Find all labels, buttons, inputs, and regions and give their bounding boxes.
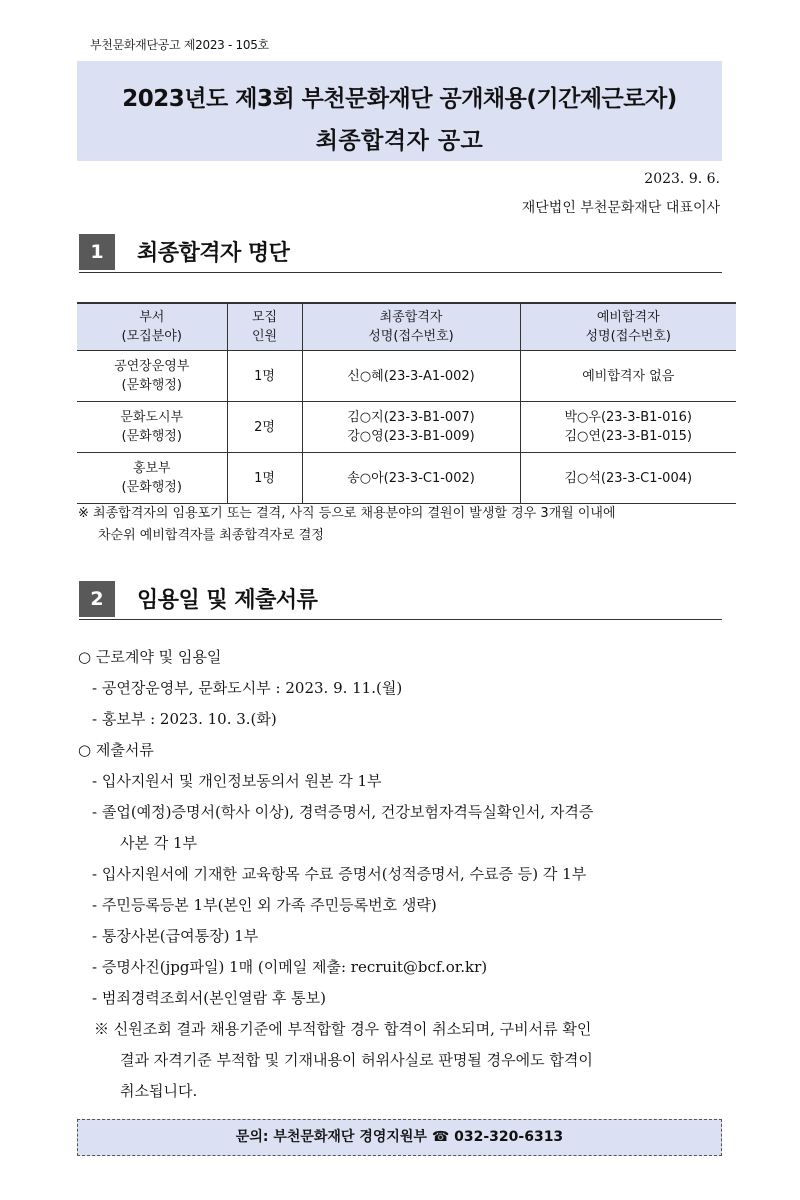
list-item: - 입사지원서 및 개인정보동의서 원본 각 1부	[92, 772, 382, 790]
list-item: - 공연장운영부, 문화도시부 : 2023. 9. 11.(월)	[92, 679, 403, 697]
final-candidate-cell: 신○혜(23-3-A1-002)	[302, 351, 520, 402]
announcement-date: 2023. 9. 6.	[644, 171, 720, 187]
list-item: - 범죄경력조회서(본인열람 후 통보)	[92, 989, 326, 1007]
note-line-2: 차순위 예비합격자를 최종합격자로 결정	[98, 528, 324, 543]
header-reserve-candidate: 예비합격자 성명(접수번호)	[520, 303, 736, 351]
list-item: - 주민등록등본 1부(본인 외 가족 주민등록번호 생략)	[92, 896, 437, 914]
section-number-badge: 1	[79, 234, 115, 270]
department-cell: 공연장운영부 (문화행정)	[77, 351, 227, 402]
contact-box: 문의: 부천문화재단 경영지원부 ☎ 032-320-6313	[77, 1119, 722, 1156]
table-row	[77, 453, 736, 504]
header-headcount: 모집 인원	[227, 303, 302, 351]
issuer: 재단법인 부천문화재단 대표이사	[521, 200, 720, 216]
section-2-body	[78, 642, 738, 1107]
header-final-candidate: 최종합격자 성명(접수번호)	[302, 303, 520, 351]
section-1-header	[79, 234, 722, 273]
headcount-cell: 1명	[227, 453, 302, 504]
list-item: - 통장사본(급여통장) 1부	[92, 927, 259, 945]
header-department: 부서 (모집분야)	[77, 303, 227, 351]
bullet-heading: ○ 제출서류	[78, 741, 154, 759]
notice-number: 부천문화재단공고 제2023 - 105호	[90, 38, 269, 52]
list-item: - 증명사진(jpg파일) 1매 (이메일 제출: recruit@bcf.or.kr)	[92, 958, 488, 976]
section-title: 최종합격자 명단	[137, 241, 290, 266]
reserve-candidate-cell: 예비합격자 없음	[520, 351, 736, 402]
section-2-header	[79, 581, 722, 620]
headcount-cell: 2명	[227, 402, 302, 453]
department-cell: 문화도시부 (문화행정)	[77, 402, 227, 453]
final-candidates-table	[77, 302, 736, 504]
final-candidate-cell: 송○아(23-3-C1-002)	[302, 453, 520, 504]
list-item-continuation: 사본 각 1부	[120, 834, 198, 852]
section-number-badge: 2	[79, 581, 115, 617]
table-header-row	[77, 303, 736, 351]
bullet-heading: ○ 근로계약 및 임용일	[78, 648, 222, 666]
list-item: - 입사지원서에 기재한 교육항목 수료 증명서(성적증명서, 수료증 등) 각 1부	[92, 865, 587, 883]
final-candidate-cell: 김○지(23-3-B1-007) 강○영(23-3-B1-009)	[302, 402, 520, 453]
list-item: - 홍보부 : 2023. 10. 3.(화)	[92, 710, 277, 728]
headcount-cell: 1명	[227, 351, 302, 402]
table-row	[77, 402, 736, 453]
department-cell: 홍보부 (문화행정)	[77, 453, 227, 504]
title-line-1: 2023년도 제3회 부천문화재단 공개채용(기간제근로자)	[122, 86, 677, 112]
reserve-candidate-cell: 박○우(23-3-B1-016) 김○연(23-3-B1-015)	[520, 402, 736, 453]
remark: ※ 신원조회 결과 채용기준에 부적합할 경우 합격이 취소되며, 구비서류 확인	[94, 1020, 592, 1038]
remark-continuation: 결과 자격기준 부적합 및 기재내용이 허위사실로 판명될 경우에도 합격이	[120, 1051, 593, 1069]
title-banner	[77, 61, 722, 161]
title-line-2: 최종합격자 공고	[315, 128, 484, 154]
list-item: - 졸업(예정)증명서(학사 이상), 경력증명서, 건강보험자격득실확인서, 자격증	[92, 803, 594, 821]
reserve-candidate-cell: 김○석(23-3-C1-004)	[520, 453, 736, 504]
note-line-1: ※ 최종합격자의 임용포기 또는 결격, 사직 등으로 채용분야의 결원이 발생할 경우 3개월 이내에	[78, 506, 616, 521]
table-row	[77, 351, 736, 402]
remark-continuation: 취소됩니다.	[120, 1082, 198, 1100]
section-title: 임용일 및 제출서류	[137, 588, 318, 613]
reserve-note	[78, 503, 738, 547]
